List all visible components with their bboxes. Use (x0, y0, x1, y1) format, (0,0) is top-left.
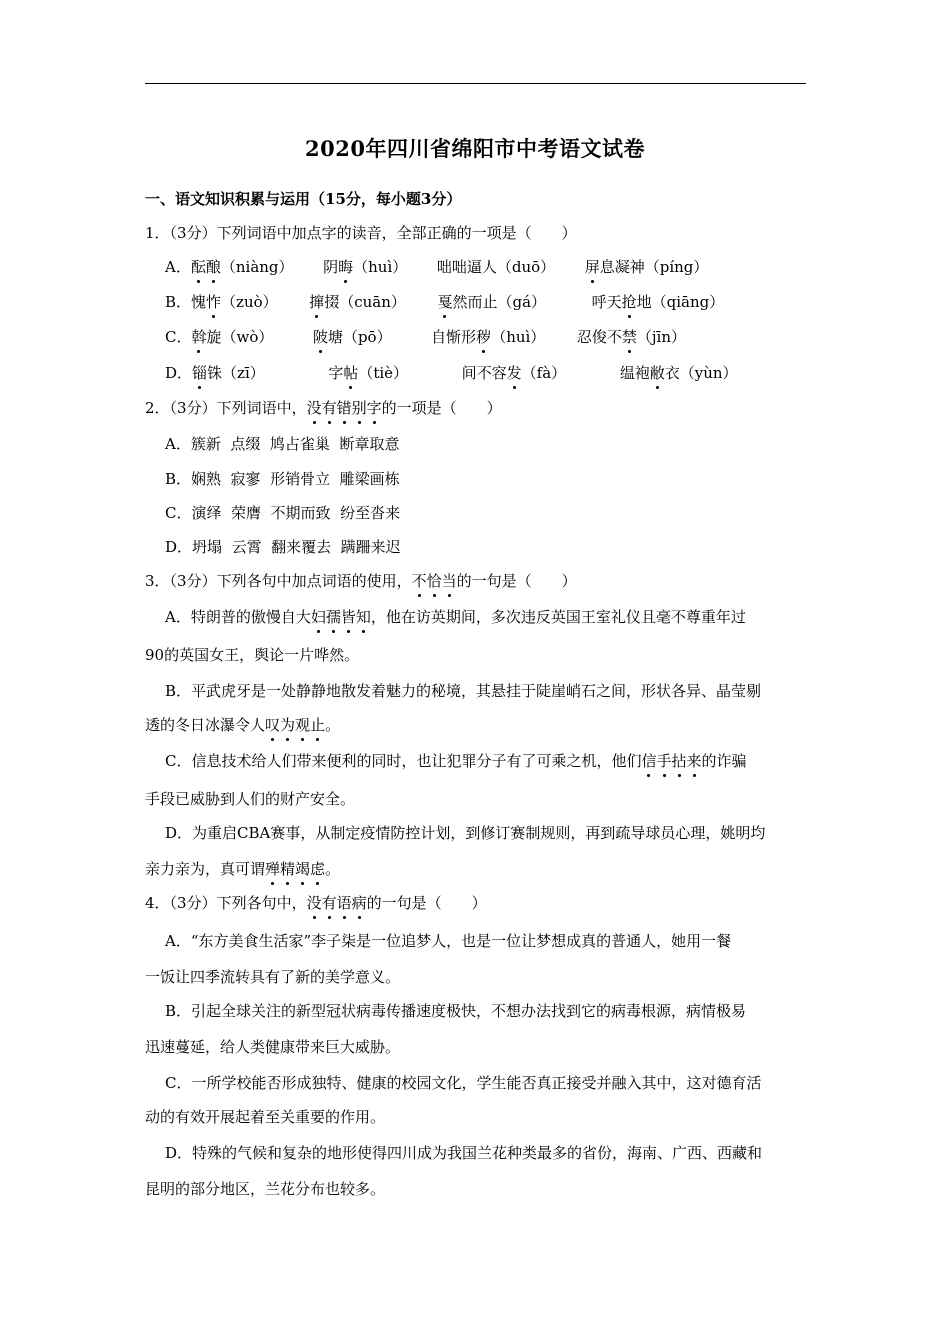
q3-option-b-line1: B．平武虎牙是一处静静地散发着魅力的秘境，其悬挂于陡崖峭石之间，形状各异、晶莹剔 (165, 682, 762, 700)
section-heading: 一、语文知识积累与运用（15分，每小题3分） (145, 190, 462, 208)
q1-option-a: A．酝酿（niàng） 阴晦（huì） 咄咄逼人（duō） 屏息凝神（píng） (165, 258, 709, 276)
q2-option-c: C．演绎 荣膺 不期而致 纷至沓来 (165, 504, 401, 522)
q4-option-b-line1: B．引起全球关注的新型冠状病毒传播速度极快，不想办法找到它的病毒根源，病情极易 (165, 1002, 747, 1020)
q3-option-d-line2: 亲力亲为，真可谓殚精竭虑。 (145, 860, 341, 878)
q3-option-c-line1: C．信息技术给人们带来便利的同时，也让犯罪分子有了可乘之机，他们信手拈来的诈骗 (165, 752, 747, 770)
q4-option-d-line1: D．特殊的气候和复杂的地形使得四川成为我国兰花种类最多的省份，海南、广西、西藏和 (165, 1144, 763, 1162)
q4-option-c-line1: C．一所学校能否形成独特、健康的校园文化，学生能否真正接受并融入其中，这对德育活 (165, 1074, 762, 1092)
q3-option-c-line2: 手段已威胁到人们的财产安全。 (145, 790, 356, 808)
q3-option-b-line2: 透的冬日冰瀑令人叹为观止。 (145, 716, 341, 734)
q3-stem: 3．（3分）下列各句中加点词语的使用，不恰当的一句是（ ） (145, 572, 577, 590)
q1-stem: 1．（3分）下列词语中加点字的读音，全部正确的一项是（ ） (145, 224, 577, 242)
q1-option-d: D．锱铢（zī） 字帖（tiè） 间不容发（fà） 缊袍敝衣（yùn） (165, 364, 738, 382)
q2-option-a: A．簇新 点缀 鸠占雀巢 断章取意 (165, 435, 400, 453)
q1-option-b: B．愧怍（zuò） 撺掇（cuān） 戛然而止（gá） 呼天抢地（qiāng） (165, 293, 725, 311)
q4-stem: 4．（3分）下列各句中，没有语病的一句是（ ） (145, 894, 487, 912)
q4-option-d-line2: 昆明的部分地区，兰花分布也较多。 (145, 1180, 386, 1198)
q4-option-a-line2: 一饭让四季流转具有了新的美学意义。 (145, 968, 401, 986)
q3-option-a-line2: 90的英国女王，舆论一片哗然。 (145, 646, 360, 664)
page-title: 2020年四川省绵阳市中考语文试卷 (305, 136, 645, 161)
q4-option-b-line2: 迅速蔓延，给人类健康带来巨大威胁。 (145, 1038, 401, 1056)
q3-option-d-line1: D．为重启CBA赛事，从制定疫情防控计划，到修订赛制规则，再到疏导球员心理，姚明均 (165, 824, 766, 842)
q1-option-c: C．斡旋（wò） 陂塘（pō） 自惭形秽（huì） 忍俊不禁（jīn） (165, 328, 687, 346)
q2-stem: 2．（3分）下列词语中，没有错别字的一项是（ ） (145, 399, 502, 417)
q2-option-d: D．坍塌 云霄 翻来覆去 蹒跚来迟 (165, 538, 401, 556)
q4-option-a-line1: A．“东方美食生活家”李子柒是一位追梦人，也是一位让梦想成真的普通人，她用一餐 (165, 932, 732, 950)
q2-option-b: B．娴熟 寂寥 形销骨立 雕梁画栋 (165, 470, 400, 488)
q3-option-a-line1: A．特朗普的傲慢自大妇孺皆知，他在访英期间，多次违反英国王室礼仪且毫不尊重年过 (165, 608, 746, 626)
q4-option-c-line2: 动的有效开展起着至关重要的作用。 (145, 1108, 386, 1126)
header-rule (145, 83, 806, 84)
